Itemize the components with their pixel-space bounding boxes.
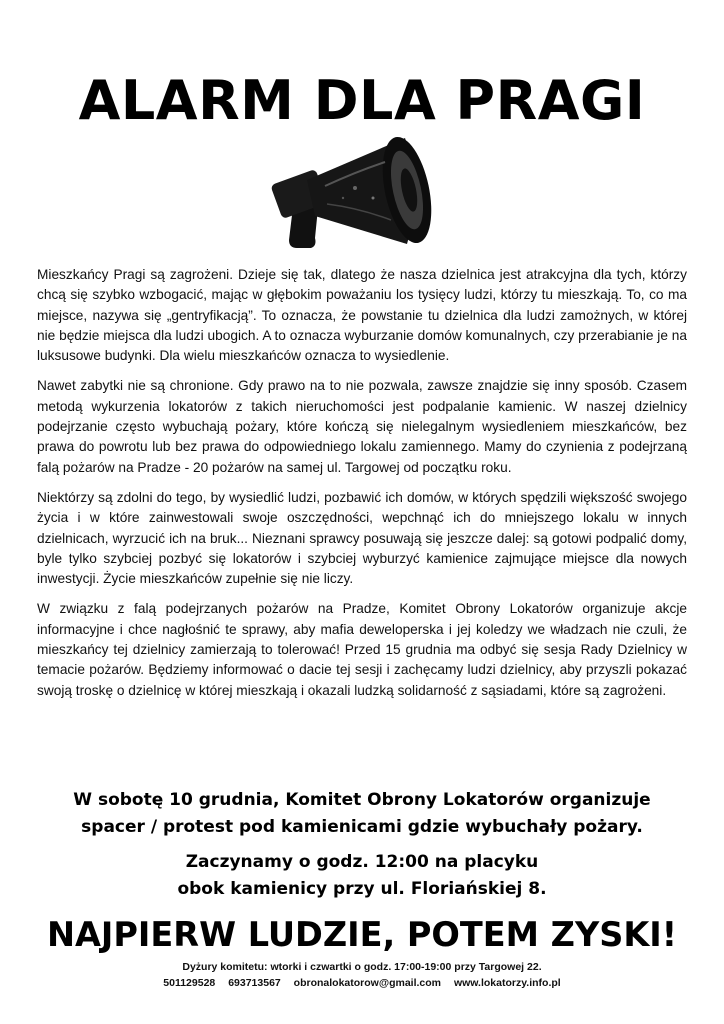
protest-announcement — [20, 787, 704, 841]
phone-1: 501129528 — [163, 977, 216, 989]
paragraph-fires: Nawet zabytki nie są chronione. Gdy prawo na to nie pozwala, zawsze znajdzie się inny sposób. Czasem metodą wykurzenia lokatorów z takich nieruchomości jest podpalanie kamienic. W naszej dzielnicy podejrzanie często wybuchają pożary, które kończą się nielegalnym wysiedleniem mieszkańców, bez prawa do powrotu lub bez prawa do odpowiedniego lokalu zamiennego. Mamy do czynienia z podejrzaną falą pożarów na Pradze - 20 pożarów na samej ul. Targowej od początku roku. — [37, 378, 687, 475]
meeting-line-1: Zaczynamy o godz. 12:00 na placyku — [185, 852, 539, 872]
megaphone-icon — [255, 128, 455, 258]
website-link[interactable]: www.lokatorzy.info.pl — [453, 977, 561, 989]
protest-line-1: W sobotę 10 grudnia, Komitet Obrony Lokatorów organizuje — [73, 790, 651, 810]
paragraph-committee: W związku z falą podejrzanych pożarów na Pradze, Komitet Obrony Lokatorów organizuje akcje informacyjne i chce nagłośnić te sprawy, aby mafia deweloperska i jej koledzy we władzach nie czuli, że mieszkańcy tej dzielnicy zamierzają to tolerować! Przed 15 grudnia ma odbyć się sesja Rady Dzielnicy w temacie pożarów. Będziemy informować o dacie tej sesji i zachęcamy ludzi dzielnicy, aby przyszli pokazać swoją troskę o dzielnicę w której mieszkają i okazali ludzką solidarność z sąsiadami, które są zagrożeni. — [37, 601, 687, 698]
slogan: NAJPIERW LUDZIE, POTEM ZYSKI! — [46, 915, 678, 954]
protest-line-2: spacer / protest pod kamienicami gdzie wybuchały pożary. — [81, 817, 643, 837]
meeting-line-2: obok kamienicy przy ul. Floriańskiej 8. — [177, 879, 547, 899]
poster-title: ALARM DLA PRAGI — [78, 69, 646, 133]
office-hours: Dyżury komitetu: wtorki i czwartki o godz. 17:00-19:00 przy Targowej 22. — [182, 961, 542, 973]
paragraph-eviction: Niektórzy są zdolni do tego, by wysiedlić ludzi, pozbawić ich domów, w których spędzili większość swojego życia i w które zainwestowali swoje oszczędności, wepchnąć ich do mniejszego lokalu w innych dzielnicach, wyrzucić ich na bruk... Nieznani sprawcy posuwają się jeszcze dalej: są gotowi podpalić domy, byle tylko szybciej pozbyć się lokatorów i szybciej wyburzyć kamienice zajmujące miejsce dla nowych inwestycji. Życie mieszkańców zupełnie się nie liczy. — [37, 489, 687, 587]
meeting-point — [20, 849, 704, 903]
article-body — [37, 265, 687, 711]
phone-2: 693713567 — [228, 977, 281, 989]
contact-line — [0, 978, 724, 989]
email-link[interactable]: obronalokatorow@gmail.com — [293, 977, 442, 989]
paragraph-gentrification: Mieszkańcy Pragi są zagrożeni. Dzieje się tak, dlatego że nasza dzielnica jest atrakcyjna dla tych, którzy chcą się szybko wzbogacić, mając w głębokim poważaniu los tysięcy ludzi, którzy tu mieszkają. To, co ma miejsce, nazywa się „gentryfikacją”. To oznacza, że powstanie tu dzielnica dla ludzi zamożnych, w której nie będzie miejsca dla ludzi ubogich. A to oznacza wyburzanie domów komunalnych, czy przerabianie je na luksusowe budynki. Dla wielu mieszkańców oznacza to wysiedlenie. — [37, 267, 687, 364]
